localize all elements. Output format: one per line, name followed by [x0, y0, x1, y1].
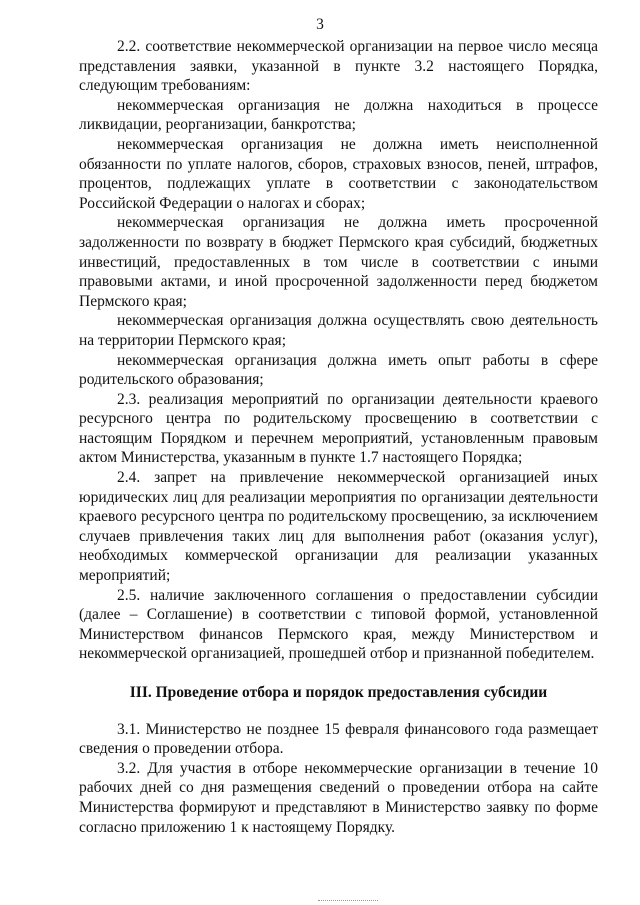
page-bottom-mark [318, 900, 378, 903]
requirement-no-budget-debt: некоммерческая организация не должна иметь просроченной задолженности по возврату в бюджет Пермского края субсидий, бюджетных инвестиций, предоставленных в том числе в соответствии с иными правовыми актами, и иной просроченной задолженности перед бюджетом Пермского края; [79, 214, 598, 310]
document-body [79, 37, 598, 837]
paragraph-2-3: 2.3. реализация мероприятий по организации деятельности краевого ресурсного центра по родительскому просвещению в соответствии с настоящим Порядком и перечнем мероприятий, установленным правовым актом Министерства, указанным в пункте 1.7 настоящего Порядка; [79, 390, 598, 467]
requirement-experience: некоммерческая организация должна иметь опыт работы в сфере родительского образования; [79, 351, 598, 389]
paragraph-2-2: 2.2. соответствие некоммерческой организации на первое число месяца представления заявки, указанной в пункте 3.2 настоящего Порядка, следующим требованиям: [79, 38, 598, 95]
requirement-no-tax-debt: некоммерческая организация не должна иметь неисполненной обязанности по уплате налогов, сборов, страховых взносов, пеней, штрафов, процентов, подлежащих уплате в соответствии с законодательством Российской Федерации о налогах и сборах; [79, 135, 598, 212]
paragraph-2-4: 2.4. запрет на привлечение некоммерческой организацией иных юридических лиц для реализации мероприятия по организации деятельности краевого ресурсного центра по родительскому просвещению, за исключением случаев привлечения таких лиц для выполнения работ (оказания услуг), необходимых коммерческой организации для реализации указанных мероприятий; [79, 469, 598, 585]
paragraph-2-5: 2.5. наличие заключенного соглашения о предоставлении субсидии (далее – Соглашение) в соответствии с типовой формой, установленной Министерством финансов Пермского края, между Министерством и некоммерческой организацией, прошедшей отбор и признанной победителем. [79, 586, 598, 663]
section-heading: III. Проведение отбора и порядок предоставления субсидии [129, 684, 548, 701]
requirement-territory: некоммерческая организация должна осуществлять свою деятельность на территории Пермского края; [79, 312, 598, 349]
paragraph-3-1: 3.1. Министерство не позднее 15 февраля финансового года размещает сведения о проведении отбора. [79, 720, 598, 758]
requirement-no-liquidation: некоммерческая организация не должна находиться в процессе ликвидации, реорганизации, банкротства; [79, 96, 598, 134]
page-number: 3 [316, 16, 324, 33]
paragraph-3-2: 3.2. Для участия в отборе некоммерческие организации в течение 10 рабочих дней со дня размещения сведений о проведении отбора на сайте Министерства формируют и представляют в Министерство заявку по форме согласно приложению 1 к настоящему Порядку. [79, 759, 598, 836]
